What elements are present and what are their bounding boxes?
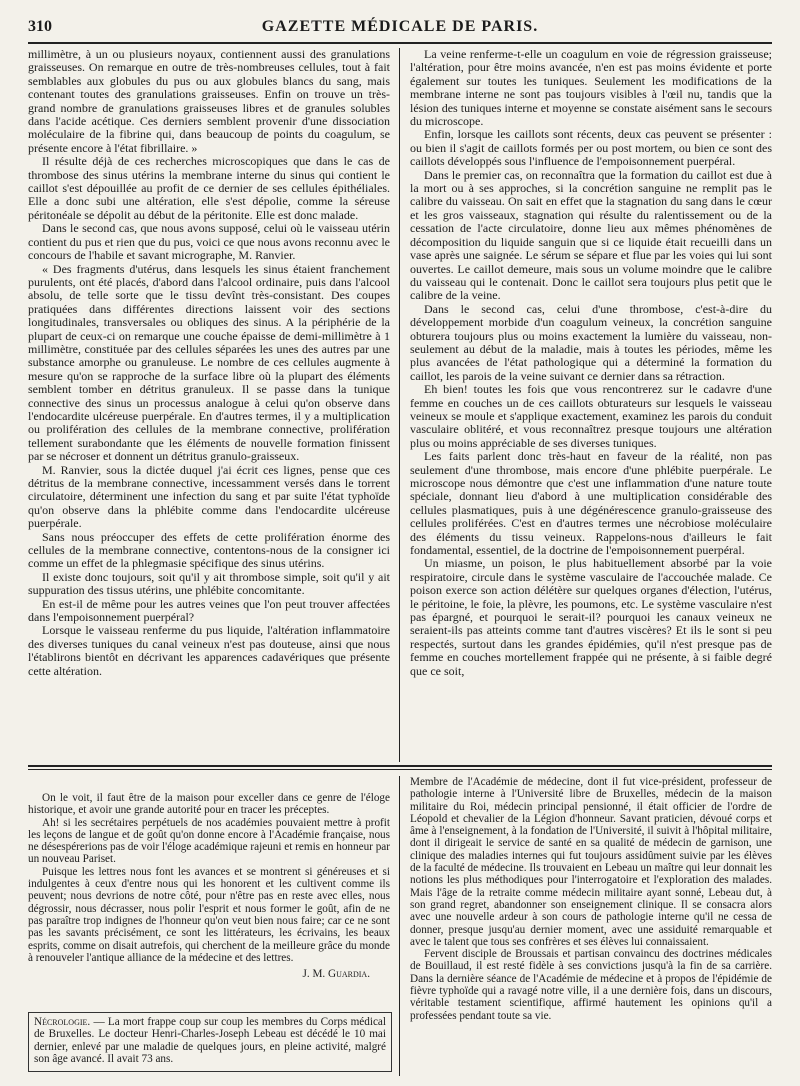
header-rule <box>28 42 772 44</box>
paragraph: La veine renferme-t-elle un coagulum en voie de régression graisseuse; l'altération, pour être moins avancée, n'en est pas moins évidente et porte également sur toutes les tuniques. Seulement les modifications de la membrane interne ne sont pas toujours visibles à l'œil nu, tandis que la lésion des tuniques interne et moyenne se constate aisément sans le secours du microscope. <box>410 48 772 129</box>
necrology-text: — La mort frappe coup sur coup les membres du Corps médical de Bruxelles. Le docteur Henri-Charles-Joseph Lebeau est décédé le 10 mai dernier, enlevé par une maladie de quelques jours, en pleine activité, malgré son âge avancé. Il avait 73 ans. <box>34 1016 386 1065</box>
paragraph: Enfin, lorsque les caillots sont récents, deux cas peuvent se présenter : ou bien il s'agit de caillots formés per ou post mortem, ou bien ce sont des caillots développés sous l'influence de l'empoisonnement puerpéral. <box>410 127 772 169</box>
paragraph: Un miasme, un poison, le plus habituellement absorbé par la voie respiratoire, circule dans le système vasculaire de l'accouchée malade. Ce poison exerce son action délétère sur quelques organes d'élection, l'utérus, le péritoine, le foie, la plèvre, les poumons, etc. Le système vasculaire n'est pas épargné, et pourquoi le serait-il? pourquoi les canaux veineux ne seraient-ils pas atteints comme tant d'autres viscères? Et ils le sont si peu respectés, surtout dans les grandes épidémies, qu'il n'est presque pas de femme en couches mortellement frappée qui ne présente, à si faible degré que ce soit, <box>410 556 772 678</box>
paragraph: Les faits parlent donc très-haut en faveur de la réalité, non pas seulement d'une thrombose, mais encore d'une phlébite puerpérale. Le microscope nous démontre que c'est une inflammation d'une nature toute spéciale, donnant lieu d'abord à une multiplication considérable des cellules plasmatiques, puis à une dégénérescence granulo-graisseuse des cellules proliférées. C'est en d'autres termes une nécrobiose moléculaire des éléments du tissu veineux. Rappelons-nous d'ailleurs le fait fondamental, essentiel, de la doctrine de l'empoisonnement puerpéral. <box>410 449 772 558</box>
upper-left-column <box>28 48 390 760</box>
paragraph: Il existe donc toujours, soit qu'il y ait thrombose simple, soit qu'il y ait suppuration des tissus utérins, une phlébite concomitante. <box>28 569 390 598</box>
paragraph: On le voit, il faut être de la maison pour exceller dans ce genre de l'éloge historique, et avoir une grande autorité pour en tracer les préceptes. <box>28 792 390 817</box>
paragraph: Membre de l'Académie de médecine, dont il fut vice-président, professeur de pathologie interne à l'Université libre de Bruxelles, médecin de la maison militaire du Roi, médecin principal pensionné, il était officier de l'ordre de Léopold et chevalier de la Légion d'honneur. Savant praticien, dévoué corps et âme à l'enseignement, à la fondation de l'Université, il suivit à l'hôpital militaire, dont il dirigeait le service de santé en sa qualité de médecin de garnison, une clinique des maladies internes qui fut toujours assidûment suivie par les élèves de la faculté de médecine. Ils trouvaient en Lebeau un maître qui leur donnait les notions les plus méthodiques pour l'interrogatoire et l'exploration des malades. Mais l'âge de la retraite comme médecin militaire ayant sonné, Lebeau dut, à son grand regret, abandonner son enseignement clinique. Il se consacra alors avec une nouvelle ardeur à son cours de pathologie interne qu'il ne cessa de donner, presque jusqu'au dernier moment, avec une assiduité remarquable et avec le talent que tous ses confrères et ses élèves lui connaissaient. <box>410 776 772 948</box>
paragraph: millimètre, à un ou plusieurs noyaux, contiennent aussi des granulations graisseuses. On remarque en outre de très-nombreuses cellules, tout à fait semblables aux globules du pus ou aux globules blancs du sang, mais contenant toutes des granulations graisseuses. Enfin on trouve un très-grand nombre de granulations graisseuses libres et de granules solubles dans l'acide acétique. Ces derniers semblent provenir d'une dissociation moléculaire de la fibrine qui, dans beaucoup de points du coagulum, se présente encore à l'état fibrillaire. » <box>28 48 390 155</box>
upper-right-column <box>410 48 772 760</box>
paragraph: Fervent disciple de Broussais et partisan convaincu des doctrines médicales de Bouillaud, il est resté fidèle à ses convictions jusqu'à la fin de sa carrière. Dans la dernière séance de l'Académie de médecine et à propos de l'épidémie de fièvre typhoïde qui a ravagé notre ville, il a une dernière fois, dans un discours, véritable testament scientifique, affirmé hautement les opinions qu'il a professées pendant toute sa vie. <box>410 948 772 1022</box>
column-divider-lower <box>399 776 400 1076</box>
paragraph: Sans nous préoccuper des effets de cette prolifération énorme des cellules de la membrane connective, contentons-nous de la consigner ici comme un effet de la phlegmasie spécifique des sinus utérins. <box>28 529 390 571</box>
section-divider-thick <box>28 765 772 767</box>
necrology-label: Nécrologie. <box>34 1016 91 1028</box>
author-signature: J. M. Guardia. <box>302 968 370 981</box>
paragraph: Puisque les lettres nous font les avances et se montrent si généreuses et si indulgentes à ceux d'entre nous qui les honorent et les cultivent comme ils peuvent; nous devrions de notre côté, pour n'être pas en reste avec elles, nous dégrossir, nous décrasser, nous polir l'esprit et nous former le goût, afin de ne pas paraître trop indignes de l'honneur qu'on veut bien nous faire; car ce ne sont pas les savants précisément, ce sont les littérateurs, les écrivains, les beaux esprits, comme on disait autrefois, qui cherchent de la meilleure grâce du monde à renouveler l'antique alliance de la médecine et des lettres. <box>28 865 390 964</box>
page-number: 310 <box>28 18 52 35</box>
paragraph: Ah! si les secrétaires perpétuels de nos académies pouvaient mettre à profit les leçons de langue et de goût qu'on donne encore à l'Académie française, nous ne désespérerions pas de voir l'éloge académique rajeuni et remis en honneur par un nouveau Pariset. <box>28 816 390 866</box>
paragraph: En est-il de même pour les autres veines que l'on peut trouver affectées dans l'empoisonnement puerpéral? <box>28 596 390 625</box>
page-header <box>28 14 772 40</box>
paragraph: « Des fragments d'utérus, dans lesquels les sinus étaient franchement purulents, ont été placés, d'abord dans l'alcool ordinaire, puis dans l'alcool absolu, de telle sorte que le tissu devînt très-consistant. Des coupes pratiquées dans différentes directions laissent voir des sections longitudinales, transversales ou obliques des sinus. A la périphérie de la plupart de ceux-ci on remarque une couche épaisse de demi-millimètre à 1 millimètre, constituée par des cellules séparées les unes des autres par une substance amorphe ou granuleuse. Le nombre de ces cellules augmente à mesure qu'on se rapproche de la surface libre où la plupart des éléments semblent tomber en détritus granuleux. Il se passe dans la tunique connective des sinus un processus analogue à celui qu'on observe dans l'endocardite ulcéreuse puerpérale. En d'autres termes, il y a multiplication ou prolifération des cellules de la membrane connective, prolifération tellement surabondante que les éléments de nouvelle formation finissent par se nécroser et donnent un détritus granulo-graisseux. <box>28 261 390 464</box>
paragraph: Dans le second cas, que nous avons supposé, celui où le vaisseau utérin contient du pus et rien que du pus, voici ce que nous avons reconnu avec le concours de l'habile et savant micrographe, M. Ranvier. <box>28 221 390 263</box>
paragraph: Dans le premier cas, on reconnaîtra que la formation du caillot est due à la mort ou à ses approches, si la concrétion sanguine ne remplit pas le calibre du vaisseau. On sait en effet que la stagnation du sang dans le cœur et les gros vaisseaux, stagnation qui résulte du ralentissement ou de la cessation de l'acte circulatoire, donne lieu aux mêmes phénomènes de décomposition du liquide sanguin que si ce liquide était recueilli dans un vase après une saignée. Le sérum se sépare et flue par les voies qui lui sont ouvertes. Le caillot demeure, mais sous un volume moindre que le calibre du vaisseau qui le contenait. Donc le caillot sera toujours plus petit que le calibre de la veine. <box>410 167 772 303</box>
paragraph: Eh bien! toutes les fois que vous rencontrerez sur le cadavre d'une femme en couches un de ces caillots obturateurs sur lesquels le vaisseau veineux se moule et s'applique exactement, examinez les parois du conduit vasculaire oblitéré, et vous reconnaîtrez presque toujours une altération plus ou moins appréciable de ses diverses tuniques. <box>410 382 772 450</box>
lower-left-column <box>28 792 390 1020</box>
paragraph: Dans le second cas, celui d'une thrombose, c'est-à-dire du développement morbide d'un coagulum veineux, la concrétion sanguine obturera toujours plus ou moins exactement la lumière du vaisseau, non-seulement au début de la maladie, mais à toutes les périodes, même les plus avancées de l'état pathologique qui a déterminé la formation du caillot, les parois de la veine suivant ce dernier dans sa rétraction. <box>410 301 772 383</box>
paragraph: M. Ranvier, sous la dictée duquel j'ai écrit ces lignes, pense que ces détritus de la membrane connective, incessamment versés dans le torrent circulatoire, déterminent une infection du sang et par suite l'état typhoïde qu'on observe dans la phlébite comme dans l'endocardite ulcéreuse puerpérale. <box>28 462 390 531</box>
paragraph: Lorsque le vaisseau renferme du pus liquide, l'altération inflammatoire des diverses tuniques du canal veineux n'est pas douteuse, ainsi que nous l'établirons bientôt en décrivant les apparences cadavériques que présente cette altération. <box>28 623 390 678</box>
journal-title: GAZETTE MÉDICALE DE PARIS. <box>261 18 539 35</box>
paragraph: Il résulte déjà de ces recherches microscopiques que dans le cas de thrombose des sinus utérins la membrane interne du sinus qui contient le caillot s'est dépouillée au profit de ce dernier de ses cellules épithéliales. Elle a donc subi une altération, elle s'est dépolie, comme la séreuse péritonéale se dépolit au début de la péritonite. Elle est donc malade. <box>28 154 390 222</box>
column-divider-upper <box>399 48 400 762</box>
necrology-notice <box>34 1016 386 1074</box>
lower-right-column <box>410 776 772 1074</box>
section-divider-thin <box>28 769 772 770</box>
